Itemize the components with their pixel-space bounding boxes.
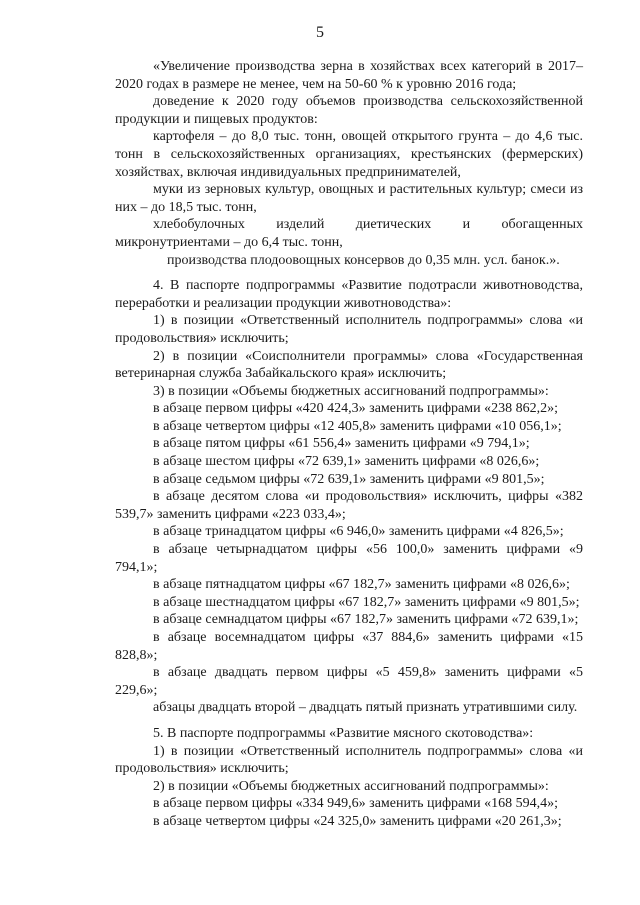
paragraph: в абзаце восемнадцатом цифры «37 884,6» заменить цифрами «15 828,8»; [115,630,583,663]
paragraph: в абзаце четырнадцатом цифры «56 100,0» заменить цифрами «9 794,1»; [115,542,583,575]
paragraph: в абзаце тринадцатом цифры «6 946,0» заменить цифрами «4 826,5»; [153,524,564,540]
paragraph: доведение к 2020 году объемов производства сельскохозяйственной продукции и пищевых продуктов: [115,94,583,127]
paragraph: абзацы двадцать второй – двадцать пятый признать утратившими силу. [153,700,578,716]
paragraph: 3) в позиции «Объемы бюджетных ассигнований подпрограммы»: [153,383,549,399]
paragraph: 1) в позиции «Ответственный исполнитель подпрограммы» слова «и продовольствия» исключить; [115,743,583,777]
paragraph: 1) в позиции «Ответственный исполнитель подпрограммы» слова «и продовольствия» исключить; [115,313,583,346]
paragraph: хлебобулочных изделий диетических и обогащенных микронутриентами – до 6,4 тыс. тонн, [115,217,583,250]
paragraph: в абзаце шестом цифры «72 639,1» заменить цифрами «8 026,6»; [153,454,540,470]
paragraph: в абзаце семнадцатом цифры «67 182,7» заменить цифрами «72 639,1»; [153,612,579,628]
paragraph: в абзаце пятнадцатом цифры «67 182,7» заменить цифрами «8 026,6»; [153,577,570,593]
paragraph: 2) в позиции «Объемы бюджетных ассигнований подпрограммы»: [153,778,549,794]
paragraph: в абзаце шестнадцатом цифры «67 182,7» заменить цифрами «9 801,5»; [153,594,580,610]
paragraph: в абзаце десятом слова «и продовольствия» исключить, цифры «382 539,7» заменить цифрами «223 033,4»; [115,489,583,522]
paragraph: в абзаце седьмом цифры «72 639,1» заменить цифрами «9 801,5»; [153,471,545,487]
paragraph: муки из зерновых культур, овощных и растительных культур; смеси из них – до 18,5 тыс. тонн, [115,182,583,215]
paragraph: в абзаце первом цифры «334 949,6» заменить цифрами «168 594,4»; [153,796,558,812]
paragraph: в абзаце четвертом цифры «24 325,0» заменить цифрами «20 261,3»; [153,813,562,829]
paragraph: в абзаце двадцать первом цифры «5 459,8» заменить цифрами «5 229,6»; [115,665,583,698]
paragraph: картофеля – до 8,0 тыс. тонн, овощей открытого грунта – до 4,6 тыс. тонн в сельскохозяйственных организациях, крестьянских (фермерских) хозяйствах, включая индивидуальных предпринимателей, [115,129,583,180]
paragraph: «Увеличение производства зерна в хозяйствах всех категорий в 2017–2020 годах в размере не менее, чем на 50-60 % к уровню 2016 года; [115,59,583,92]
document-body [115,58,583,831]
paragraph: производства плодоовощных консервов до 0,35 млн. усл. банок.». [167,252,560,268]
section-heading: 4. В паспорте подпрограммы «Развитие подотрасли животноводства, переработки и реализации продукции животноводства»: [115,278,583,311]
paragraph: в абзаце первом цифры «420 424,3» заменить цифрами «238 862,2»; [153,401,558,417]
paragraph: в абзаце пятом цифры «61 556,4» заменить цифрами «9 794,1»; [153,436,530,452]
paragraph: в абзаце четвертом цифры «12 405,8» заменить цифрами «10 056,1»; [153,418,562,434]
paragraph: 2) в позиции «Соисполнители программы» слова «Государственная ветеринарная служба Забайкальского края» исключить; [115,348,583,382]
page-number: 5 [316,24,324,41]
section-heading: 5. В паспорте подпрограммы «Развитие мясного скотоводства»: [153,725,534,741]
